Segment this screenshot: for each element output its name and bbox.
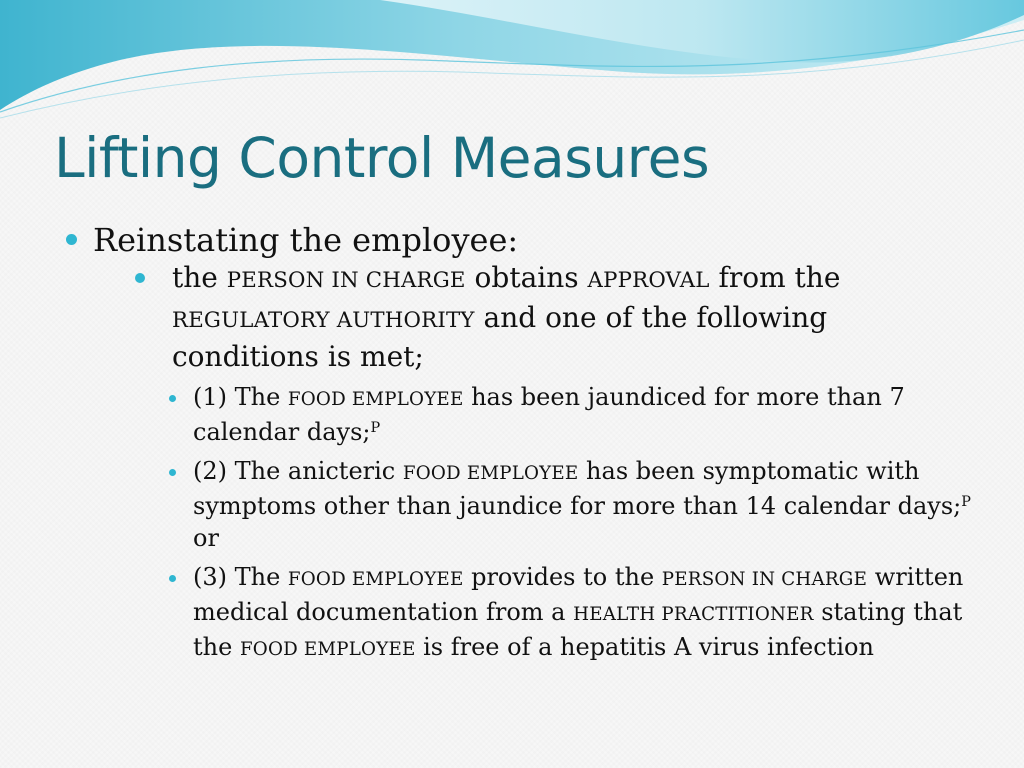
defined-term: FOOD EMPLOYEE: [402, 462, 579, 484]
text-run: is free of a hepatitis A virus infection: [415, 632, 874, 661]
text-run: (1) The: [193, 382, 288, 411]
defined-term: FOOD EMPLOYEE: [239, 638, 416, 660]
slide-title: Lifting Control Measures: [54, 126, 710, 190]
text-run: (3) The: [193, 562, 288, 591]
conditions-list: [172, 381, 971, 666]
text-run: from the: [709, 261, 841, 294]
priority-marker: P: [961, 493, 971, 510]
text-run: has been jaundiced for more than 7 calendar days;: [193, 382, 905, 446]
defined-term: PERSON IN CHARGE: [226, 268, 466, 293]
condition-3: [163, 561, 993, 666]
text-run: the: [172, 261, 227, 294]
condition-2: [163, 455, 993, 554]
defined-term: FOOD EMPLOYEE: [287, 388, 464, 410]
defined-term: FOOD EMPLOYEE: [287, 568, 464, 590]
text-run: or: [193, 523, 219, 552]
bullet-reinstating-text: Reinstating the employee:: [93, 221, 519, 259]
bullet-list: [64, 220, 971, 673]
text-run: written medical documentation from a: [193, 562, 964, 626]
defined-term: HEALTH PRACTITIONER: [573, 603, 814, 625]
text-run: has been symptomatic with symptoms other than jaundice for more than 14 calendar days;: [193, 456, 962, 520]
condition-1: [163, 381, 993, 448]
priority-marker: P: [370, 419, 381, 436]
text-run: obtains: [465, 261, 588, 294]
text-run: stating that the: [193, 597, 963, 661]
defined-term: APPROVAL: [587, 268, 710, 293]
sub-bullet-approval: [132, 260, 971, 666]
text-run: provides to the: [463, 562, 662, 591]
text-run: (2) The anicteric: [193, 456, 403, 485]
defined-term: REGULATORY AUTHORITY: [172, 307, 475, 333]
defined-term: PERSON IN CHARGE: [661, 568, 868, 590]
sub-bullet-list: [93, 260, 971, 666]
bullet-reinstating: [64, 220, 971, 666]
header-wave-decoration: [0, 0, 1024, 120]
text-run: and one of the following conditions is met;: [172, 300, 828, 373]
